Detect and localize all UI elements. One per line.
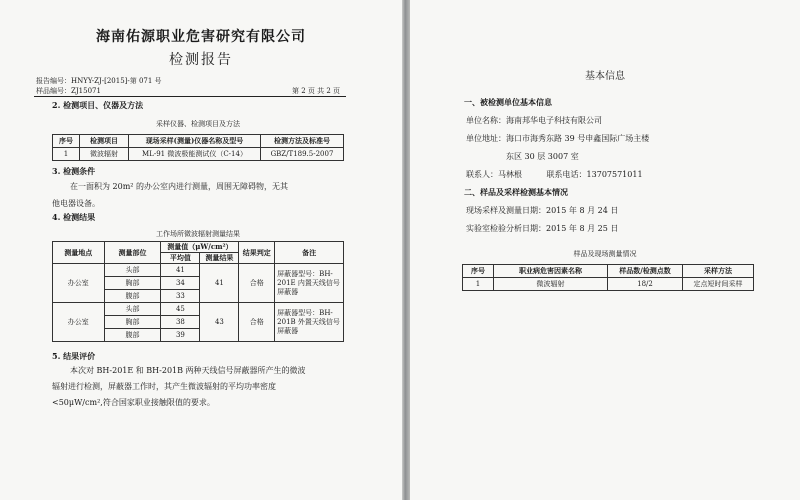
sample-number: 样品编号：ZJ15071: [36, 87, 101, 95]
table-header-cell: 检测方法及标准号: [261, 135, 344, 148]
table-cell: 39: [161, 329, 200, 342]
table-cell: 胸部: [104, 316, 161, 329]
table-cell: 38: [161, 316, 200, 329]
condition-line-2: 他电器设备。: [52, 199, 100, 208]
table-cell: 18/2: [608, 278, 683, 291]
sample-table-caption: 样品及现场测量情况: [573, 250, 637, 258]
company-name: 海南佑源职业危害研究有限公司: [96, 29, 306, 45]
table-row: [53, 264, 344, 277]
unit-address-row: [466, 133, 649, 144]
phone-label: 联系电话：: [546, 170, 587, 179]
table1-caption: 采样仪器、检测项目及方法: [156, 120, 240, 128]
unit-address-line-2: 东区 30 层 3007 室: [506, 152, 579, 161]
report-title: 检测报告: [169, 52, 233, 68]
table-cell: 34: [161, 277, 200, 290]
table-cell: 办公室: [53, 303, 105, 342]
table-header-cell: 结果判定: [239, 242, 275, 264]
table2-caption: 工作场所微波辐射测量结果: [156, 230, 240, 238]
table-header-cell: 序号: [53, 135, 80, 148]
table-cell: ML-91 微波极能测试仪（C-14）: [129, 148, 261, 161]
table-cell: 1: [463, 278, 494, 291]
table-cell: GBZ/T189.5-2007: [261, 148, 344, 161]
contact-value: 马林根: [498, 170, 522, 179]
table-cell: 腹部: [104, 290, 161, 303]
contact-label: 联系人：: [466, 170, 498, 179]
table-cell: 屏蔽器型号：BH-201E 内置天线信号屏蔽器: [275, 264, 344, 303]
section-5-heading: 5. 结果评价: [52, 351, 96, 361]
table-cell: 头部: [104, 264, 161, 277]
section-3-heading: 3. 检测条件: [52, 166, 96, 176]
report-number: 报告编号：HNYY-ZJ-[2015]-第 071 号: [36, 77, 162, 85]
table-cell: 头部: [104, 303, 161, 316]
evaluation-line-1: 本次对 BH-201E 和 BH-201B 两种天线信号屏蔽器所产生的微波: [70, 366, 306, 375]
basic-info-title: 基本信息: [585, 71, 625, 82]
sample-table: [462, 264, 754, 291]
condition-line-1: 在一面积为 20m² 的办公室内进行测量，周围无障碍物，无其: [70, 182, 289, 191]
table-header-cell: 平均值: [161, 253, 200, 264]
table-header-row: [53, 242, 344, 253]
table-header-row: [463, 265, 754, 278]
table-cell: 定点短时间采样: [683, 278, 754, 291]
table-cell: 办公室: [53, 264, 105, 303]
table-cell: 43: [200, 303, 239, 342]
table-header-cell: 测量值（μW/cm²）: [161, 242, 239, 253]
page-number: 第 2 页 共 2 页: [292, 87, 341, 95]
evaluation-line-3: <50μW/cm²,符合国家职业接触限值的要求。: [52, 398, 215, 407]
table-row: [53, 148, 344, 161]
table-header-cell: 备注: [275, 242, 344, 264]
unit-address-label: 单位地址：: [466, 134, 506, 143]
instrument-table: [52, 134, 344, 161]
results-table: [52, 241, 344, 342]
section-1-heading: 一、被检测单位基本信息: [464, 97, 552, 107]
table-row: [463, 278, 754, 291]
table-header-cell: 序号: [463, 265, 494, 278]
unit-name-value: 海南邦华电子科技有限公司: [506, 116, 602, 125]
table-cell: 33: [161, 290, 200, 303]
table-cell: 合格: [239, 303, 275, 342]
table-cell: 41: [200, 264, 239, 303]
table-cell: 胸部: [104, 277, 161, 290]
contact-row: [466, 169, 643, 180]
table-header-cell: 测量结果: [200, 253, 239, 264]
table-row: [53, 303, 344, 316]
sampling-date: 现场采样及测量日期：2015 年 8 月 24 日: [466, 206, 619, 215]
table-cell: 微波辐射: [80, 148, 129, 161]
table-header-cell: 采样方法: [683, 265, 754, 278]
header-rule: [34, 96, 346, 97]
table-header-cell: 测量部位: [104, 242, 161, 264]
phone-value: 13707571011: [586, 170, 643, 179]
report-page-right: [410, 0, 800, 500]
book-gutter: [402, 0, 410, 500]
table-cell: 合格: [239, 264, 275, 303]
section-2-heading: 二、样品及采样检测基本情况: [464, 187, 568, 197]
unit-name-row: [466, 115, 602, 126]
table-cell: 45: [161, 303, 200, 316]
table-header-cell: 现场采样(测量)仪器名称及型号: [129, 135, 261, 148]
table-cell: 腹部: [104, 329, 161, 342]
evaluation-line-2: 辐射进行检测，屏蔽器工作时，其产生微波辐射的平均功率密度: [52, 382, 276, 391]
table-cell: 微波辐射: [494, 278, 608, 291]
section-4-heading: 4. 检测结果: [52, 212, 96, 222]
section-2-heading: 2. 检测项目、仪器及方法: [52, 100, 144, 110]
table-cell: 屏蔽器型号：BH-201B 外置天线信号屏蔽器: [275, 303, 344, 342]
table-header-cell: 测量地点: [53, 242, 105, 264]
table-header-cell: 检测项目: [80, 135, 129, 148]
table-header-cell: 职业病危害因素名称: [494, 265, 608, 278]
table-header-row: [53, 135, 344, 148]
table-cell: 41: [161, 264, 200, 277]
table-cell: 1: [53, 148, 80, 161]
unit-address-value: 海口市海秀东路 39 号申鑫国际广场主楼: [506, 134, 650, 143]
table-header-cell: 样品数/检测点数: [608, 265, 683, 278]
analysis-date: 实验室检验分析日期：2015 年 8 月 25 日: [466, 224, 619, 233]
unit-name-label: 单位名称：: [466, 116, 506, 125]
